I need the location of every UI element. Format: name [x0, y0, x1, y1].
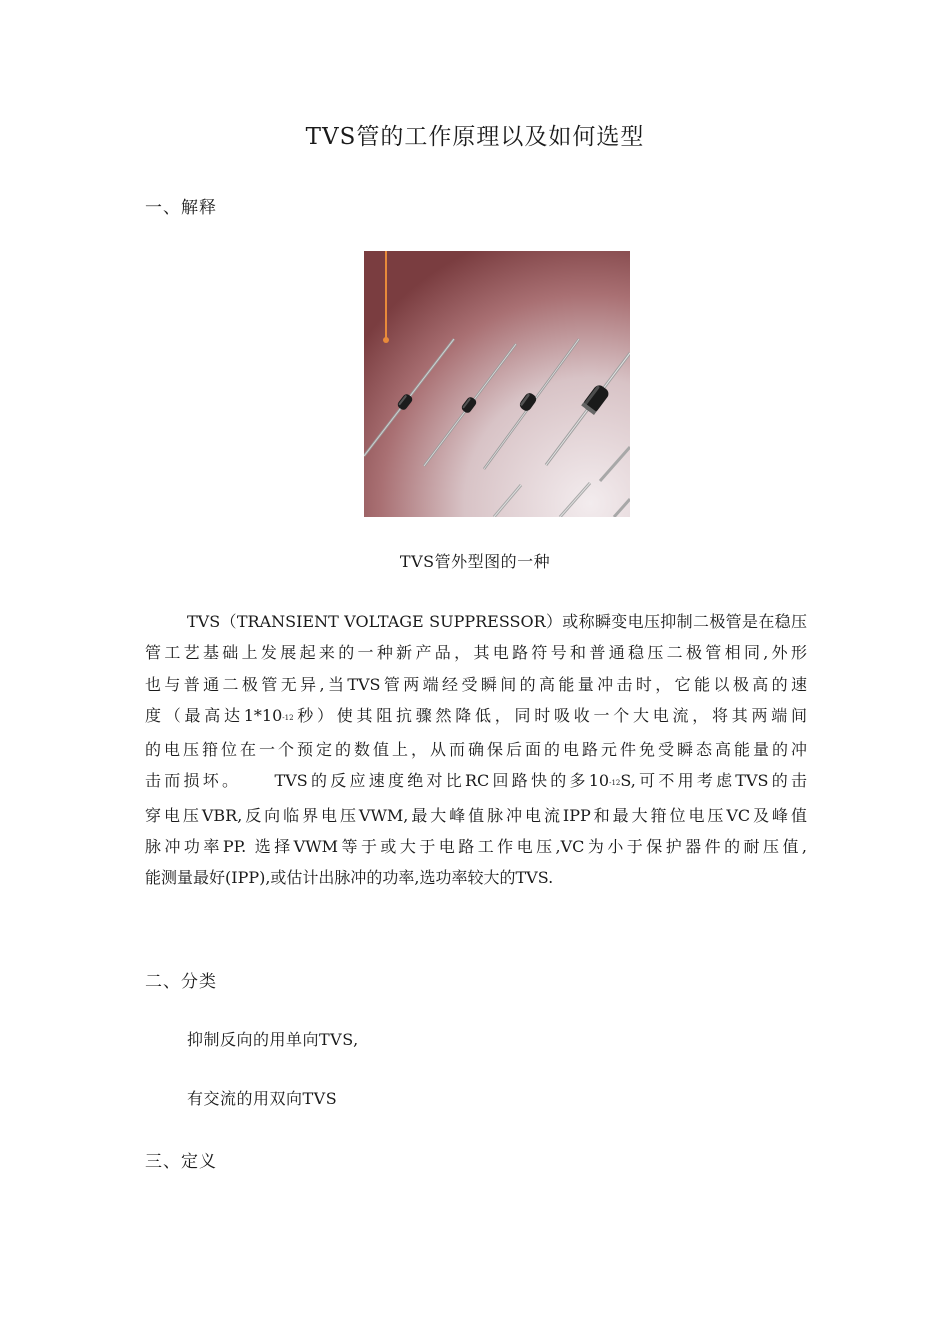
document-title: TVS管的工作原理以及如何选型	[305, 124, 645, 150]
paragraph-line	[145, 700, 807, 734]
figure-caption: TVS管外型图的一种	[399, 552, 551, 571]
paragraph-line: 穿电压VBR,反向临界电压VWM,最大峰值脉冲电流IPP和最大箝位电压VC及峰值	[145, 805, 807, 825]
paragraph-line: 的电压箝位在一个预定的数值上，从而确保后面的电路元件免受瞬态高能量的冲	[145, 740, 807, 760]
paragraph-line: 脉冲功率PP. 选择VWM等于或大于电路工作电压,VC为小于保护器件的耐压值,	[145, 837, 807, 857]
paragraph-line-part: 秒）使其阻抗骤然降低，同时吸收一个大电流，将其两端间	[293, 705, 807, 725]
tvs-diode-photo	[364, 251, 630, 517]
section-heading-classification: 二、分类	[145, 972, 217, 992]
paragraph-line-part: 度（最高达1*10	[145, 705, 283, 725]
classification-item-unidirectional: 抑制反向的用单向TVS,	[187, 1030, 359, 1049]
section-heading-definition: 三、定义	[145, 1152, 217, 1172]
explanation-paragraph	[145, 606, 807, 894]
section-heading-explanation: 一、解释	[145, 198, 217, 218]
paragraph-line-part: 击而损坏。 TVS的反应速度绝对比RC回路快的多10	[145, 771, 610, 791]
classification-item-bidirectional: 有交流的用双向TVS	[187, 1089, 338, 1108]
paragraph-line-part: S,可不用考虑TVS的击	[620, 771, 807, 791]
paragraph-line: 也与普通二极管无异,当TVS管两端经受瞬间的高能量冲击时，它能以极高的速	[145, 674, 807, 694]
exponent-text: -12	[282, 713, 294, 722]
paragraph-line: TVS（TRANSIENT VOLTAGE SUPPRESSOR）或称瞬变电压抑制二极管是在稳压	[187, 612, 807, 631]
paragraph-line	[145, 765, 807, 799]
exponent-text: -12	[609, 779, 621, 788]
paragraph-line: 能测量最好(IPP),或估计出脉冲的功率,选功率较大的TVS.	[145, 868, 554, 888]
paragraph-line: 管工艺基础上发展起来的一种新产品，其电路符号和普通稳压二极管相同,外形	[145, 643, 807, 663]
